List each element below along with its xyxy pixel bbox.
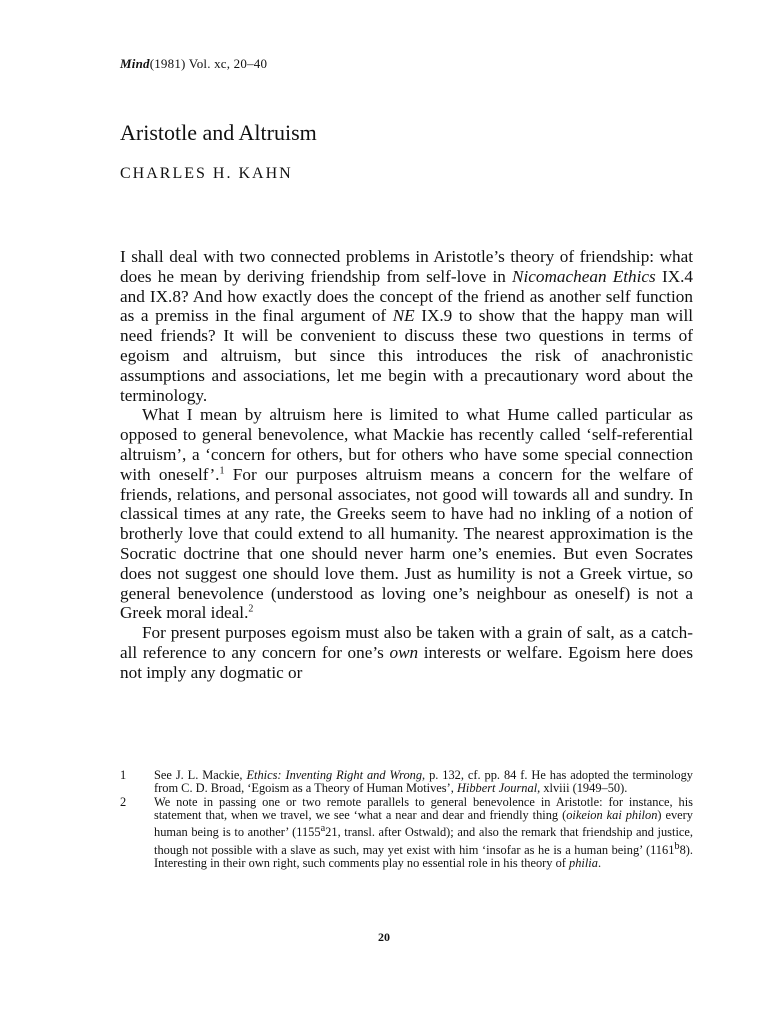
journal-citation: (1981) Vol. xc, 20–40 [149,56,268,71]
text-run: ) every human being is to another’ (1155 [154,807,693,840]
text-run: We note in passing one or two remote parallels to general benevolence in Aristotle: for instance, his statement that, when we travel, we see ‘what a near and dear and friendly thing ( [154,794,693,822]
footnote-2 [120,796,693,871]
italic-text: philia [569,856,598,871]
superscript-ref: 2 [248,603,254,615]
italic-text: Nicomachean Ethics [512,266,656,286]
italic-text: oikeion kai philon [566,807,658,822]
italic-text: own [389,642,419,662]
article-body [120,247,693,683]
text-run: . [597,856,602,871]
italic-text: NE [392,306,415,326]
superscript-ref: 1 [219,465,225,477]
running-header [120,56,267,72]
text-run: What I mean by altruism here is limited to what Hume called particular as opposed to general benevolence, what Mackie has recently called ‘self-referential altruism’, a ‘concern for others, but for others who have some special connection with oneself’. [120,405,693,484]
page-number: 20 [378,930,390,944]
text-run: I shall deal with two connected problems in Aristotle’s theory of friendship: what does he mean by deriving friendship from self-love in [120,247,693,286]
text-run: 21, transl. after Ostwald); and also the remark that friendship and justice, though not possible with a slave as such, may yet exist with him ‘insofar as he is a human being’ (1161 [154,825,693,857]
text-run: For present purposes egoism must also be taken with a grain of salt, as a catch-all reference to any concern for one’s [120,623,693,662]
superscript-ref: a [320,823,326,835]
text-run: interests or welfare. Egoism here does not imply any dogmatic or [120,642,694,682]
text-run: IX.4 and IX.8? And how exactly does the concept of the friend as another self function as a premiss in the final argument of [120,266,694,326]
text-run: , p. 132, cf. pp. 84 f. He has adopted the terminology from C. D. Broad, ‘Egoism as a Theory of Human Motives’, [154,768,694,796]
text-run: IX.9 to show that the happy man will need friends? It will be convenient to discuss these two questions in terms of egoism and altruism, but since this introduces the risk of anachronistic assumptions and associations, let me begin with a precautionary word about the terminology. [120,306,693,405]
footnote-text [154,768,693,795]
paragraph-3 [120,623,693,682]
italic-text: Hibbert Journal [456,781,538,796]
footnote-text [154,795,693,870]
footnote-number: 2 [120,794,127,809]
article-author: CHARLES H. KAHN [120,165,293,182]
footnotes [120,769,693,870]
text-run: For our purposes altruism means a concern for the welfare of friends, relations, and personal associates, not good will towards all and sundry. In classical times at any rate, the Greeks seem to have had no inkling of a notion of brotherly love that could extend to all humanity. The nearest approximation is the Socratic doctrine that one should never harm one’s enemies. But even Socrates does not suggest one should love them. Just as humility is not a Greek virtue, so general benevolence (understood as loving one’s neighbour as oneself) is not a Greek moral ideal. [120,464,693,623]
paragraph-2 [120,405,693,623]
text-run: See J. L. Mackie, [154,768,247,782]
paragraph-1 [120,247,693,405]
footnote-number: 1 [120,768,127,782]
article-title: Aristotle and Altruism [120,120,317,145]
text-run: 8). Interesting in their own right, such comments play no essential role in his theory of [154,842,693,871]
footnote-1 [120,769,693,796]
italic-text: Ethics: Inventing Right and Wrong [246,768,423,782]
text-run: , xlviii (1949–50). [537,781,628,796]
journal-name: Mind [120,56,150,71]
superscript-ref: b [674,840,680,852]
